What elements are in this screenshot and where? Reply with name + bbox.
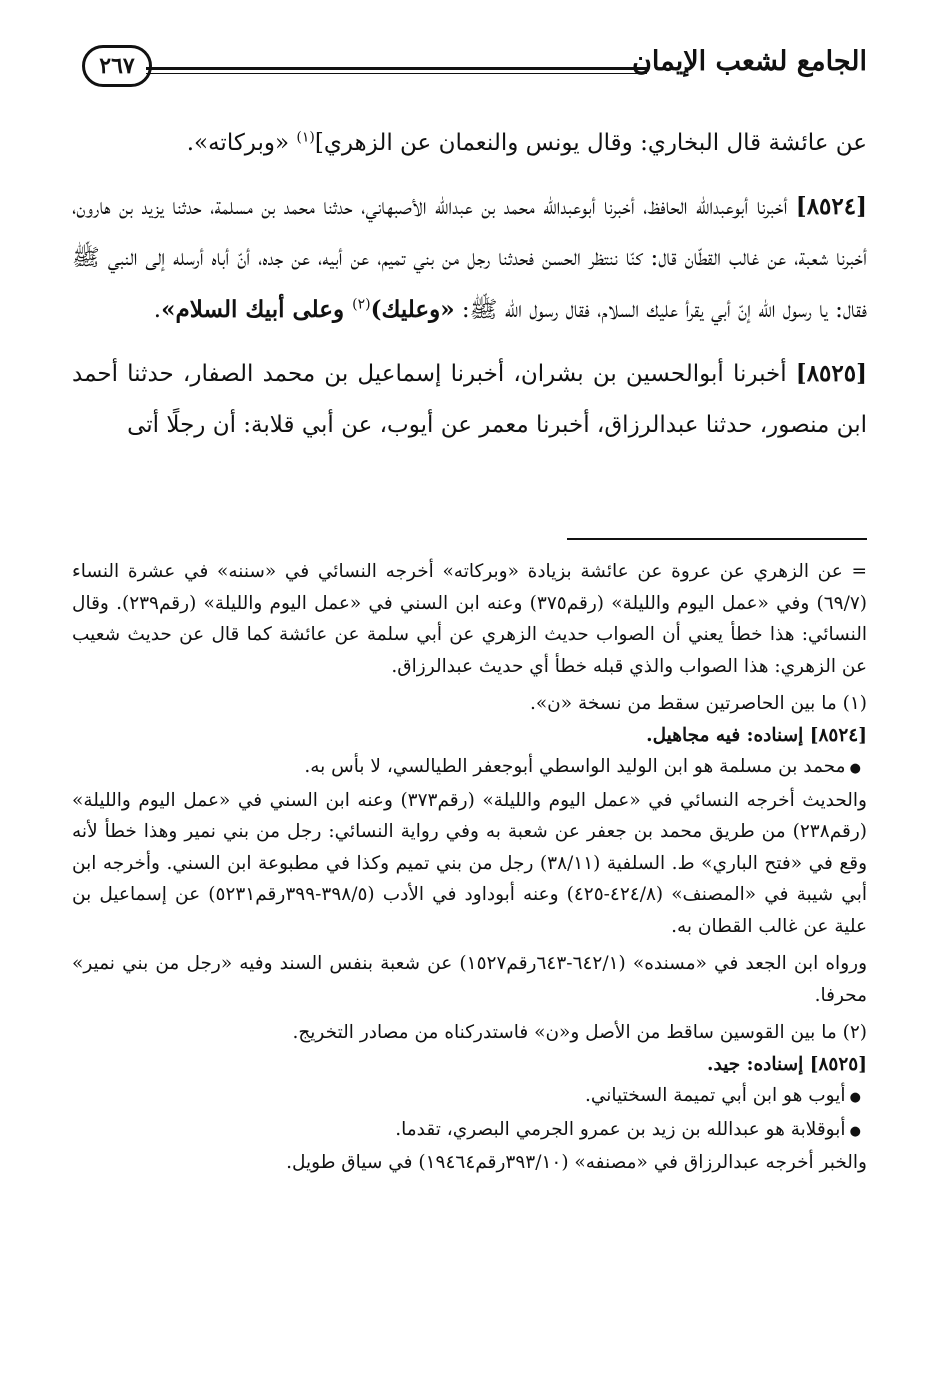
footnotes — [72, 556, 867, 1179]
prophet-speech: «وعليك) — [370, 296, 455, 323]
continuation-line — [72, 118, 867, 169]
prophet-speech-end: وعلى أبيك السلام» — [161, 296, 353, 323]
hadith-text: أخبرنا أبوالحسين بن بشران، أخبرنا إسماعيل بن محمد الصفار، حدثنا أحمد ابن منصور، حدثنا عبدالرزاق، أخبرنا معمر عن أيوب، عن أبي قلابة: أن رجلًا أتى — [72, 361, 867, 438]
continuation-end: «وبركاته». — [186, 130, 297, 156]
isnad-8524: [٨٥٢٤] إسناده: فيه مجاهيل. — [646, 724, 867, 746]
footnote-ref-2: (٢) — [352, 296, 371, 313]
takhrij-paragraph: والحديث أخرجه النسائي في «عمل اليوم والليلة» (رقم٣٧٣) وعنه ابن السني في «عمل اليوم والليلة» (رقم٢٣٨) من طريق محمد بن جعفر عن شعبة به وفي رواية النسائي: رجل من بني نمير وهذا خطأ لأنه وقع في «فتح الباري» ط. السلفية (٣٨/١١) رجل من بني تميم وكذا في مطبوعة ابن السني. وأخرجه ابن أبي شيبة في «المصنف» (٤٢٤/٨-٤٢٥) وعنه أبوداود في الأدب (٣٩٨/٥-٣٩٩رقم٥٢٣١) عن إسماعيل بن علية عن غالب القطان به. — [72, 789, 867, 937]
footnote-separator — [567, 538, 867, 540]
hadith-8524 — [72, 181, 867, 336]
hadith-end: . — [153, 297, 162, 323]
hadith-text: أخبرنا أبوعبدالله الحافظ، أخبرنا أبوعبدالله محمد بن عبدالله الأصبهاني، حدثنا محمد بن مسلمة، حدثنا يزيد بن هارون، أخبرنا شعبة، عن غالب القطّان قال: كنّا ننتظر الحسن فحدثنا رجل من بني تميم، عن أبيه، عن جده، أنّ أباه أرسله إلى النبي ﷺ فقال: يا رسول الله إنّ أبي يقرأ عليك السلام، فقال رسول الله ﷺ: — [72, 194, 867, 323]
bullet-note: ● أبوقلابة هو عبدالله بن زيد بن عمرو الجرمي البصري، تقدما. — [72, 1114, 867, 1148]
hadith-8525 — [72, 348, 867, 451]
page-header — [82, 40, 867, 100]
page-number: ٢٦٧ — [82, 45, 152, 87]
hadith-number: [٨٥٢٥] — [795, 360, 867, 387]
takhrij-paragraph-3: والخبر أخرجه عبدالرزاق في «مصنفه» (٣٩٣/١٠رقم١٩٤٦٤) في سياق طويل. — [286, 1152, 867, 1173]
takhrij-paragraph-2: ورواه ابن الجعد في «مسنده» (٦٤٢/١-٦٤٣رقم١٥٢٧) عن شعبة بنفس السند وفيه «رجل من بني نمير» محرفا. — [72, 953, 868, 1006]
footnote-ref-1: (١) — [296, 129, 315, 146]
footnote-continuation: = عن الزهري عن عروة عن عائشة بزيادة «وبركاته» أخرجه النسائي في «سننه» في عشرة النساء (٦٩/٧) وفي «عمل اليوم والليلة» (رقم٣٧٥) وعنه ابن السني في «عمل اليوم والليلة» (رقم٢٣٩). وقال النسائي: هذا خطأ يعني أن الصواب حديث الزهري عن أبي سلمة عن عائشة كما قال عن حديث شعيب عن الزهري: هذا الصواب والذي قبله خطأ أي حديث عبدالرزاق. — [72, 561, 867, 677]
hadith-number: [٨٥٢٤] — [795, 193, 867, 220]
bullet-note: ● أيوب هو ابن أبي تميمة السختياني. — [72, 1080, 867, 1114]
footnote-2: (٢) ما بين القوسين ساقط من الأصل و«ن» فاستدركناه من مصادر التخريج. — [292, 1022, 867, 1043]
book-title: الجامع لشعب الإيمان — [632, 46, 867, 77]
isnad-8525: [٨٥٢٥] إسناده: جيد. — [707, 1053, 867, 1075]
main-text — [72, 118, 867, 463]
bullet-note: ● محمد بن مسلمة هو ابن الوليد الواسطي أبوجعفر الطيالسي، لا بأس به. — [72, 751, 867, 785]
footnote-1: (١) ما بين الحاصرتين سقط من نسخة «ن». — [529, 693, 867, 714]
continuation-text: عن عائشة قال البخاري: وقال يونس والنعمان عن الزهري] — [314, 130, 867, 156]
header-rule — [146, 67, 647, 74]
